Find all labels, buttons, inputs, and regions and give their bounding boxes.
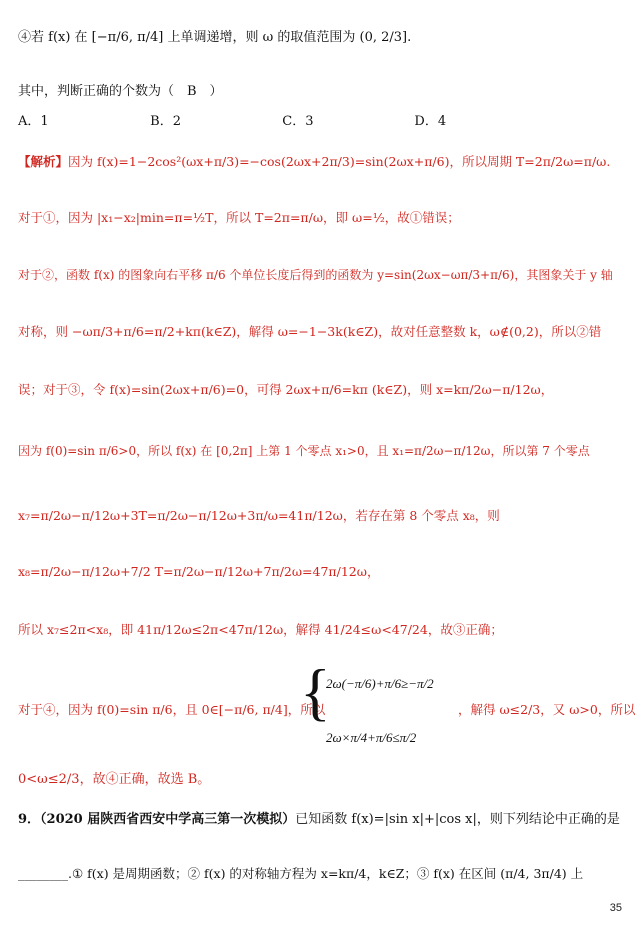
- option-b: B．2: [150, 114, 181, 129]
- statement-4-analysis-a: 对于④，因为 f(0)=sin π/6，且 0∈[−π/6, π/4]，所以: [18, 702, 326, 717]
- solution-line-7: x₇=π/2ω−π/12ω+3T=π/2ω−π/12ω+3π/ω=41π/12ω，若存在第 8 个零点 x₈，则: [18, 508, 500, 523]
- statement-4: ④若 f(x) 在 [−π/6, π/4] 上单调递增，则 ω 的取值范围为 (0, 2/3].: [18, 30, 412, 45]
- solution-line-4: 对称，则 −ωπ/3+π/6=π/2+kπ(k∈Z)，解得 ω=−1−3k(k∈Z)，故对任意整数 k，ω∉(0,2)，所以②错: [18, 324, 602, 339]
- solution-text: 因为 f(x)=1−2cos²(ωx+π/3)=−cos(2ωx+2π/3)=sin(2ωx+π/6)，所以周期 T=2π/2ω=π/ω.: [68, 154, 611, 169]
- solution-line-3: 对于②，函数 f(x) 的图象向右平移 π/6 个单位长度后得到的函数为 y=sin(2ωx−ωπ/3+π/6)，其图象关于 y 轴: [18, 268, 613, 282]
- page-number: 35: [609, 902, 622, 914]
- solution-line-2: 对于①，因为 |x₁−x₂|min=π=½T，所以 T=2π=π/ω，即 ω=½，故①错误；: [18, 210, 460, 225]
- solution-line-1: [18, 152, 626, 170]
- question-number: 9．: [18, 812, 41, 827]
- question-source: （2020 届陕西省西安中学高三第一次模拟）: [40, 812, 296, 827]
- system-ineq-1: 2ω(−π/6)+π/6≥−π/2: [326, 676, 434, 691]
- solution-line-9: 所以 x₇≤2π<x₈，即 41π/12ω≤2π<47π/12ω，解得 41/24≤ω<47/24，故③正确；: [18, 622, 503, 637]
- option-d: D．4: [414, 114, 447, 129]
- judgement-question: 其中，判断正确的个数为（ B ）: [18, 84, 223, 99]
- system-ineq-2: 2ω×π/4+π/6≤π/2: [326, 730, 417, 745]
- answer-options: [18, 110, 626, 129]
- system-brace: {: [300, 656, 331, 727]
- solution-line-5: 误；对于③，令 f(x)=sin(2ωx+π/6)=0，可得 2ωx+π/6=kπ (k∈Z)，则 x=kπ/2ω−π/12ω，: [18, 382, 554, 397]
- question-text: 已知函数 f(x)=|sin x|+|cos x|，则下列结论中正确的是: [295, 812, 620, 827]
- solution-line-6: 因为 f(0)=sin π/6>0，所以 f(x) 在 [0,2π] 上第 1 个零点 x₁>0，且 x₁=π/2ω−π/12ω，所以第 7 个零点: [18, 444, 590, 458]
- question-9-body: ________.① f(x) 是周期函数；② f(x) 的对称轴方程为 x=kπ/4，k∈Z；③ f(x) 在区间 (π/4, 3π/4) 上: [18, 866, 584, 881]
- statement-4-analysis-b: ，解得 ω≤2/3，又 ω>0，所以: [458, 702, 636, 717]
- question-9-header: [18, 808, 626, 827]
- option-c: C．3: [282, 114, 314, 129]
- solution-tag: 【解析】: [18, 154, 69, 169]
- solution-line-11: 0<ω≤2/3，故④正确，故选 B。: [18, 772, 211, 787]
- option-a: A．1: [18, 114, 49, 129]
- solution-line-8: x₈=π/2ω−π/12ω+7/2 T=π/2ω−π/12ω+7π/2ω=47π/12ω，: [18, 564, 380, 579]
